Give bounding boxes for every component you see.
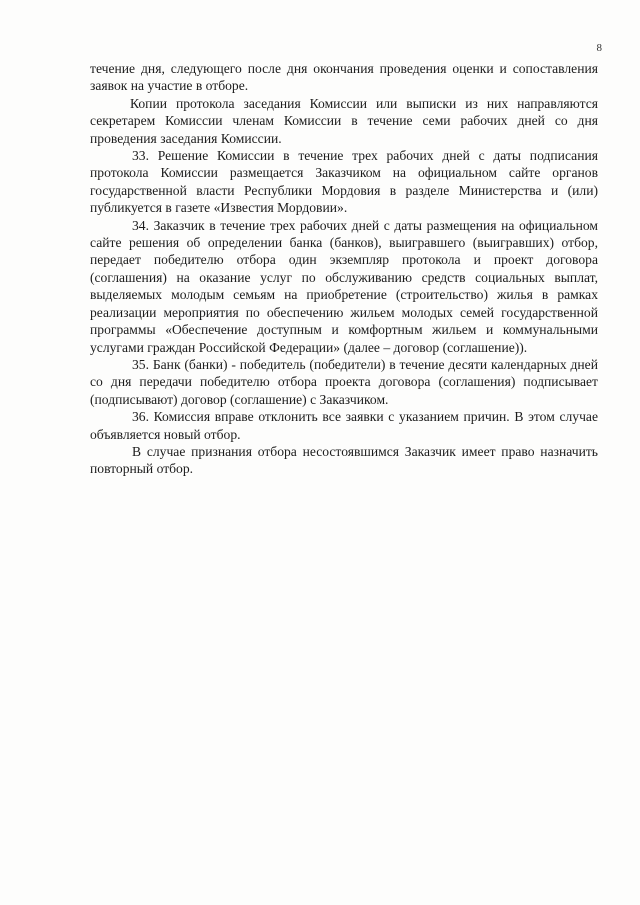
- document-body: [90, 60, 598, 478]
- page-number: 8: [596, 42, 602, 54]
- paragraph-protocol-copies: Копии протокола заседания Комиссии или выписки из них направляются секретарем Комиссии членам Комиссии в течение семи рабочих дней со дня проведения заседания Комиссии.: [90, 95, 598, 146]
- paragraph-item-34: 34. Заказчик в течение трех рабочих дней с даты размещения на официальном сайте решения об определении банка (банков), выигравшего (выигравших) отбор, передает победителю отбора один экземпляр протокола и проект договора (соглашения) на оказание услуг по обслуживанию средств социальных выплат, выделяемых молодым семьям на приобретение (строительство) жилья в рамках реализации мероприятия по обеспечению жильем молодых семей государственной программы «Обеспечение доступным и комфортным жильем и коммунальными услугами граждан Российской Федерации» (далее – договор (соглашение)).: [90, 217, 598, 355]
- paragraph-continuation: течение дня, следующего после дня окончания проведения оценки и сопоставления заявок на участие в отборе.: [90, 61, 598, 94]
- paragraph-item-35: 35. Банк (банки) - победитель (победители) в течение десяти календарных дней со дня передачи победителю отбора проекта договора (соглашения) подписывает (подписывают) договор (соглашение) с Заказчиком.: [90, 356, 598, 407]
- paragraph-item-36: 36. Комиссия вправе отклонить все заявки с указанием причин. В этом случае объявляется новый отбор.: [90, 409, 598, 442]
- paragraph-repeat-selection: В случае признания отбора несостоявшимся Заказчик имеет право назначить повторный отбор.: [90, 443, 598, 477]
- paragraph-item-33: 33. Решение Комиссии в течение трех рабочих дней с даты подписания протокола Комиссии размещается Заказчиком на официальном сайте органов государственной власти Республики Мордовия в разделе Министерства и (или) публикуется в газете «Известия Мордовии».: [90, 148, 598, 216]
